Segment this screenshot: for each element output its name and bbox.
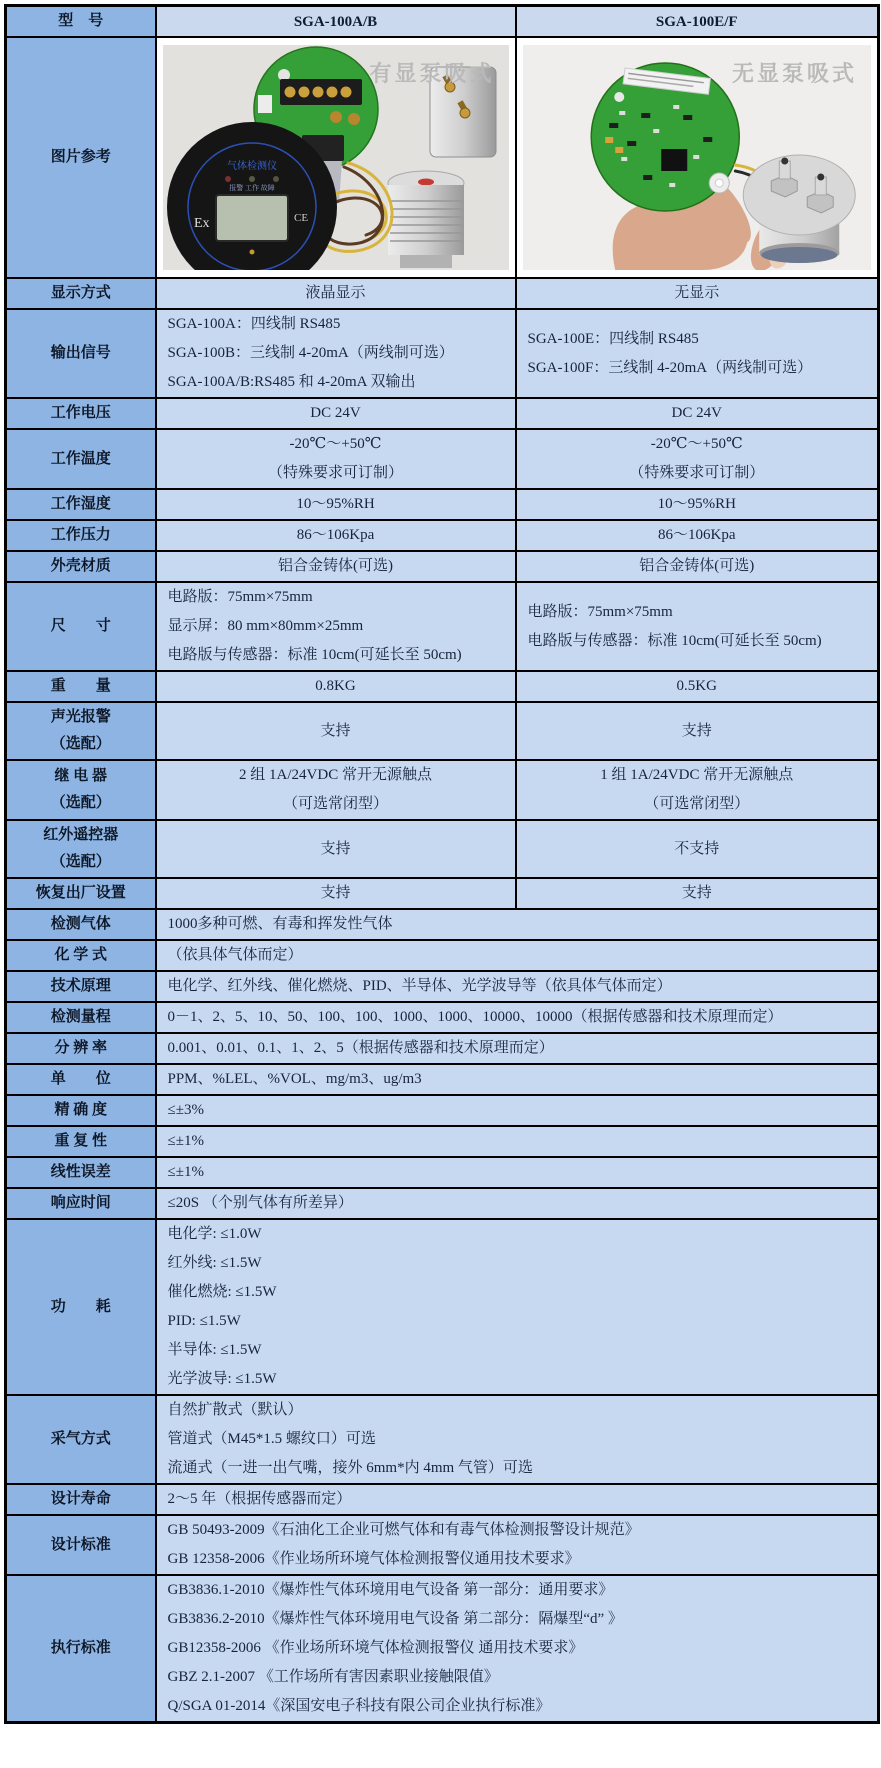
table-row: [6, 1064, 879, 1095]
spec-value: 86～106Kpa: [516, 520, 879, 551]
sensor-cylinder-icon: [743, 155, 855, 263]
spec-value: GB3836.1-2010《爆炸性气体环境用电气设备 第一部分：通用要求》 GB3836.2-2010《爆炸性气体环境用电气设备 第二部分：隔爆型“d” 》 GB12358-2006 《作业场所环境气体检测报警仪 通用技术要求》 GBZ 2.1-2007 《工作场所有害因素职业接触限值》 Q/SGA 01-2014《深国安电子科技有限公司企业执行标准》: [156, 1575, 879, 1723]
row-label: 输出信号: [6, 309, 156, 398]
row-label: 功 耗: [6, 1219, 156, 1395]
led-labels-text: 报警 工作 故障: [228, 184, 275, 192]
row-label: 检测量程: [6, 1002, 156, 1033]
table-row: [6, 878, 879, 909]
spec-value: 10～95%RH: [156, 489, 516, 520]
row-label: 执行标准: [6, 1575, 156, 1723]
ex-mark-text: Ex: [193, 216, 210, 231]
spec-value: 0.5KG: [516, 671, 879, 702]
row-label: 恢复出厂设置: [6, 878, 156, 909]
row-label: 显示方式: [6, 278, 156, 309]
table-row: [6, 309, 879, 398]
row-label: 工作温度: [6, 429, 156, 489]
row-label: 继 电 器 （选配）: [6, 760, 156, 820]
row-label: 尺 寸: [6, 582, 156, 671]
row-label: 红外遥控器 （选配）: [6, 820, 156, 878]
spec-value: 1 组 1A/24VDC 常开无源触点 （可选常闭型）: [516, 760, 879, 820]
model-name-col2: SGA-100E/F: [516, 6, 879, 38]
table-row: [6, 760, 879, 820]
row-label: 分 辨 率: [6, 1033, 156, 1064]
product-photo-left: [163, 45, 509, 270]
table-row: [6, 1219, 879, 1395]
spec-value: PPM、%LEL、%VOL、mg/m3、ug/m3: [156, 1064, 879, 1095]
row-label: 设计标准: [6, 1515, 156, 1575]
spec-value: 10～95%RH: [516, 489, 879, 520]
spec-value: 2 组 1A/24VDC 常开无源触点 （可选常闭型）: [156, 760, 516, 820]
table-row: [6, 1033, 879, 1064]
table-row: [6, 702, 879, 760]
watermark-right: 无显泵吸式: [731, 61, 857, 86]
spec-value: 0.8KG: [156, 671, 516, 702]
spec-value: 支持: [156, 702, 516, 760]
row-label: 技术原理: [6, 971, 156, 1002]
model-header-label: 型 号: [6, 6, 156, 38]
ribbed-sensor-icon: [388, 171, 464, 268]
row-label: 检测气体: [6, 909, 156, 940]
table-row: [6, 520, 879, 551]
spec-value: 铝合金铸体(可选): [516, 551, 879, 582]
spec-value: 电路版：75mm×75mm 电路版与传感器：标准 10cm(可延长至 50cm): [516, 582, 879, 671]
spec-value: 无显示: [516, 278, 879, 309]
spec-value: 电化学: ≤1.0W 红外线: ≤1.5W 催化燃烧: ≤1.5W PID: ≤1.5W 半导体: ≤1.5W 光学波导: ≤1.5W: [156, 1219, 879, 1395]
row-label: 采气方式: [6, 1395, 156, 1484]
row-label: 设计寿命: [6, 1484, 156, 1515]
row-label: 工作电压: [6, 398, 156, 429]
table-row: [6, 971, 879, 1002]
table-row: [6, 1002, 879, 1033]
row-label: 外壳材质: [6, 551, 156, 582]
spec-table: [4, 4, 880, 1724]
model-name-col1: SGA-100A/B: [156, 6, 516, 38]
row-label: 工作压力: [6, 520, 156, 551]
ce-mark-text: CE: [293, 212, 308, 224]
image-reference-row: [6, 37, 879, 278]
spec-value: 液晶显示: [156, 278, 516, 309]
table-row: [6, 1484, 879, 1515]
row-label: 重 复 性: [6, 1126, 156, 1157]
spec-value: 支持: [516, 878, 879, 909]
spec-value: 支持: [156, 820, 516, 878]
table-row: [6, 1515, 879, 1575]
spec-value: DC 24V: [516, 398, 879, 429]
row-label: 重 量: [6, 671, 156, 702]
table-row: [6, 940, 879, 971]
watermark-left: 有显泵吸式: [369, 61, 495, 86]
row-label: 声光报警 （选配）: [6, 702, 156, 760]
table-row: [6, 551, 879, 582]
product-photo-right: [523, 45, 872, 270]
table-row: [6, 489, 879, 520]
table-row: [6, 429, 879, 489]
spec-value: 电化学、红外线、催化燃烧、PID、半导体、光学波导等（依具体气体而定）: [156, 971, 879, 1002]
spec-value: ≤±1%: [156, 1126, 879, 1157]
table-row: [6, 278, 879, 309]
row-label: 响应时间: [6, 1188, 156, 1219]
device-title-text: 气体检测仪: [226, 161, 277, 172]
spec-value: 86～106Kpa: [156, 520, 516, 551]
pcb-icon: [591, 63, 739, 211]
spec-value: 不支持: [516, 820, 879, 878]
product-photo-left-cell: [156, 37, 516, 278]
spec-value: DC 24V: [156, 398, 516, 429]
row-label: 单 位: [6, 1064, 156, 1095]
table-row: [6, 1395, 879, 1484]
spec-value: -20℃～+50℃ （特殊要求可订制）: [516, 429, 879, 489]
table-row: [6, 1188, 879, 1219]
row-label: 化 学 式: [6, 940, 156, 971]
table-row: [6, 1575, 879, 1723]
spec-value: ≤20S （个别气体有所差异）: [156, 1188, 879, 1219]
spec-value: 支持: [156, 878, 516, 909]
table-row: [6, 1126, 879, 1157]
spec-value: SGA-100A：四线制 RS485 SGA-100B：三线制 4-20mA（两线制可选） SGA-100A/B:RS485 和 4-20mA 双输出: [156, 309, 516, 398]
spec-value: 自然扩散式（默认） 管道式（M45*1.5 螺纹口）可选 流通式（一进一出气嘴，接外 6mm*内 4mm 气管）可选: [156, 1395, 879, 1484]
table-row: [6, 1095, 879, 1126]
spec-value: ≤±3%: [156, 1095, 879, 1126]
product-photo-right-cell: [516, 37, 879, 278]
row-label-image: 图片参考: [6, 37, 156, 278]
row-label: 线性误差: [6, 1157, 156, 1188]
table-row: [6, 1157, 879, 1188]
spec-value: -20℃～+50℃ （特殊要求可订制）: [156, 429, 516, 489]
spec-value: （依具体气体而定）: [156, 940, 879, 971]
spec-value: 铝合金铸体(可选): [156, 551, 516, 582]
spec-value: 支持: [516, 702, 879, 760]
row-label: 精 确 度: [6, 1095, 156, 1126]
spec-value: 1000多种可燃、有毒和挥发性气体: [156, 909, 879, 940]
table-row: [6, 398, 879, 429]
header-row: [6, 6, 879, 38]
spec-value: 0－1、2、5、10、50、100、100、1000、1000、10000、10000（根据传感器和技术原理而定）: [156, 1002, 879, 1033]
spec-value: 电路版：75mm×75mm 显示屏：80 mm×80mm×25mm 电路版与传感器：标准 10cm(可延长至 50cm): [156, 582, 516, 671]
row-label: 工作湿度: [6, 489, 156, 520]
table-row: [6, 820, 879, 878]
spec-value: 2～5 年（根据传感器而定）: [156, 1484, 879, 1515]
table-row: [6, 671, 879, 702]
spec-value: ≤±1%: [156, 1157, 879, 1188]
table-row: [6, 909, 879, 940]
table-row: [6, 582, 879, 671]
spec-value: GB 50493-2009《石油化工企业可燃气体和有毒气体检测报警设计规范》 GB 12358-2006《作业场所环境气体检测报警仪通用技术要求》: [156, 1515, 879, 1575]
spec-value: 0.001、0.01、0.1、1、2、5（根据传感器和技术原理而定）: [156, 1033, 879, 1064]
spec-value: SGA-100E：四线制 RS485 SGA-100F：三线制 4-20mA（两线制可选）: [516, 309, 879, 398]
